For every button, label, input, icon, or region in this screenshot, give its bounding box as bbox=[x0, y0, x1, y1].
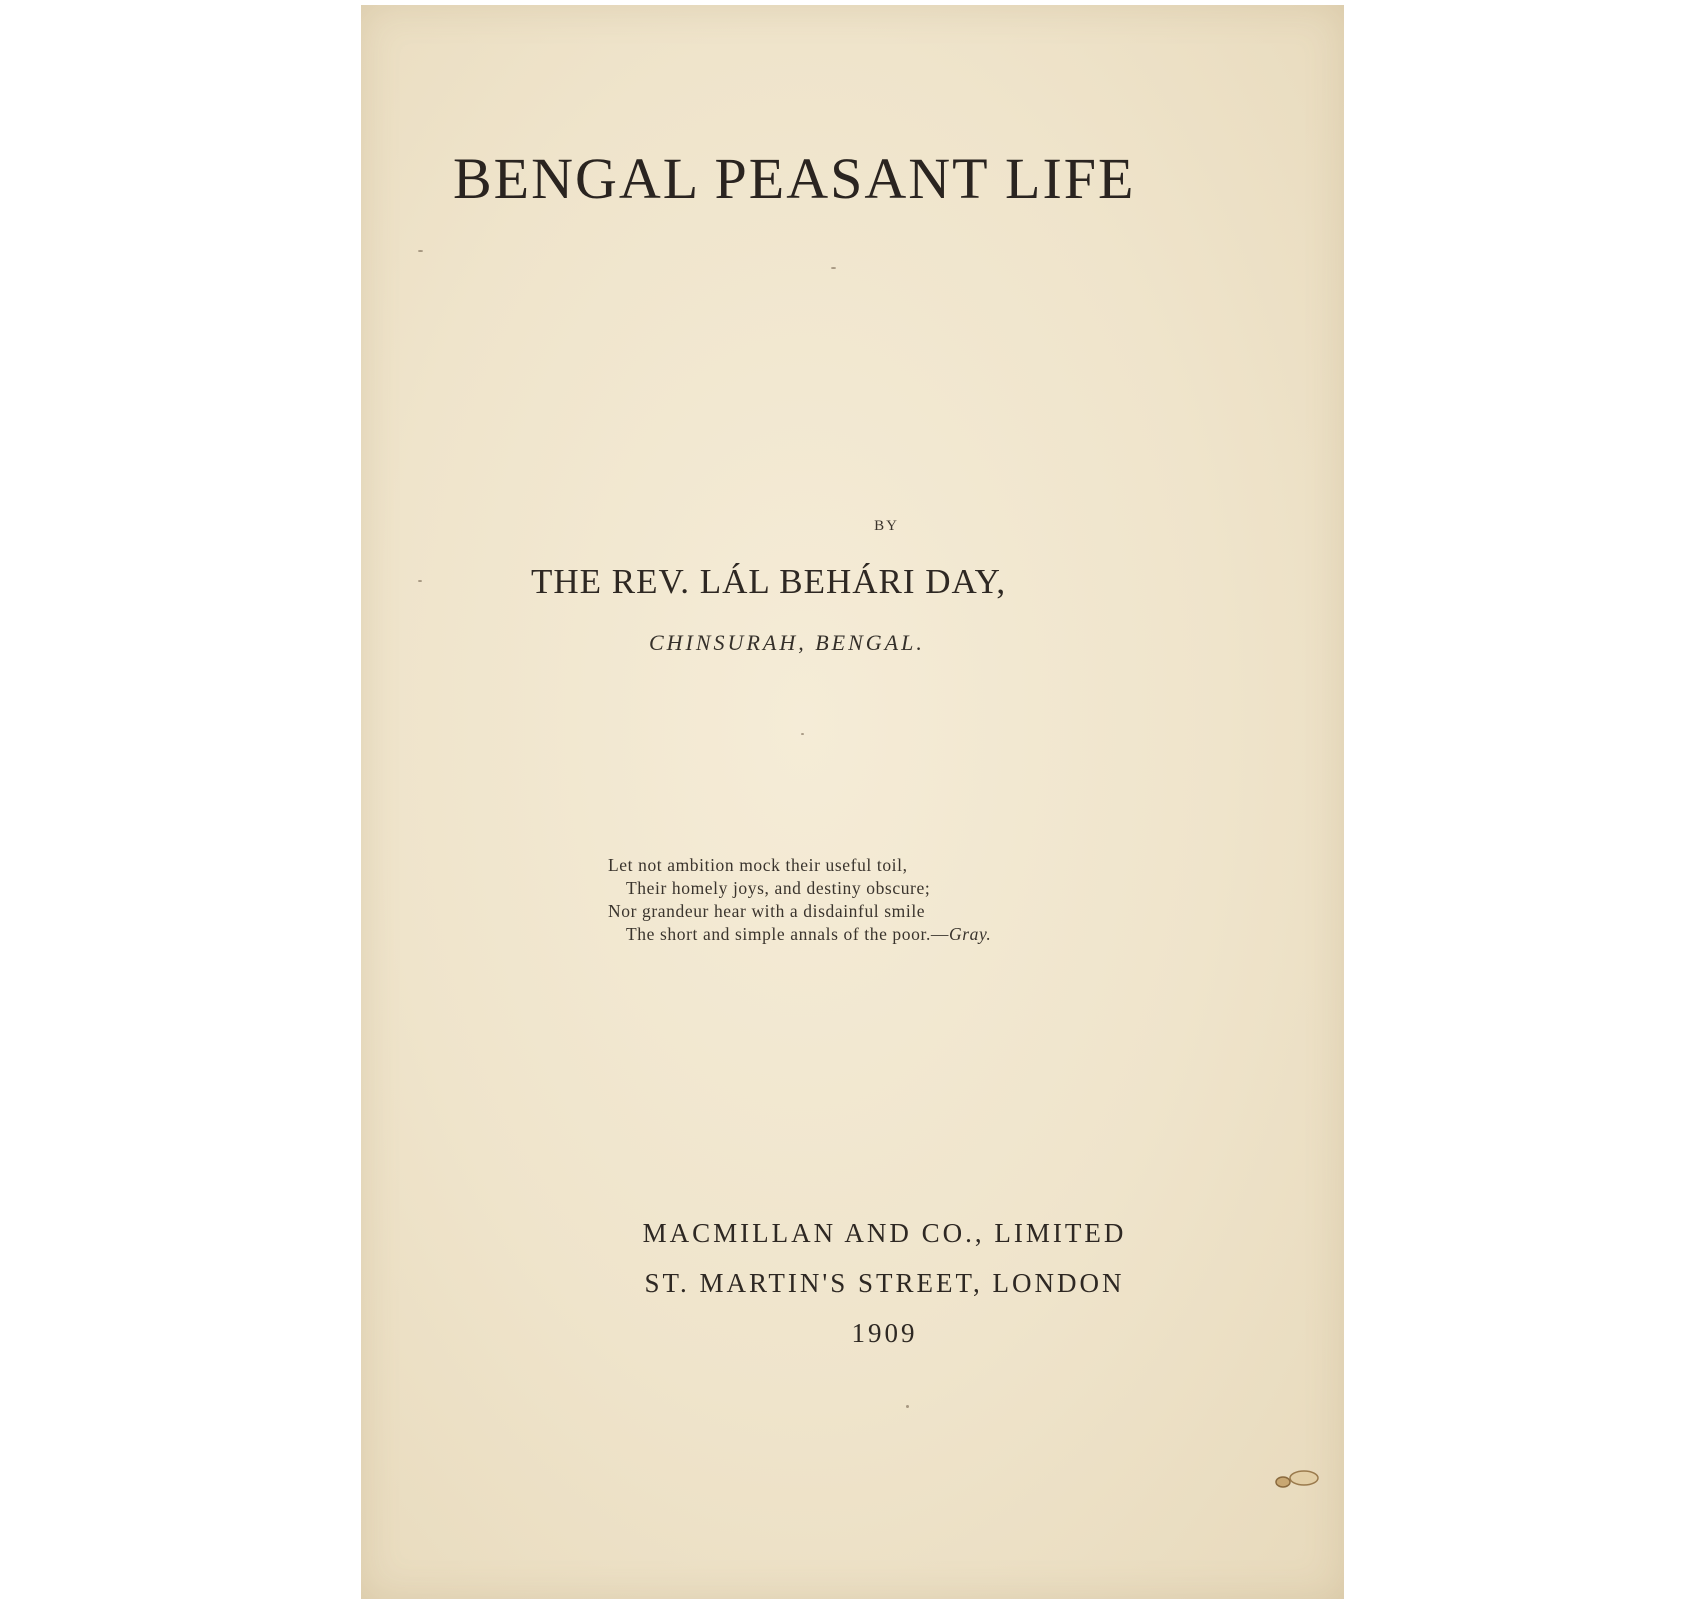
epigraph-line-2: Their homely joys, and destiny obscure; bbox=[626, 878, 931, 898]
paper-speck bbox=[906, 1405, 909, 1408]
publication-year: 1909 bbox=[851, 1318, 918, 1348]
title-page bbox=[361, 5, 1344, 1599]
paper-stain bbox=[1273, 1468, 1325, 1490]
author-name: THE REV. LÁL BEHÁRI DAY, bbox=[531, 562, 1007, 601]
epigraph-line-1: Let not ambition mock their useful toil, bbox=[608, 855, 908, 875]
epigraph-line-3: Nor grandeur hear with a disdainful smile bbox=[608, 901, 926, 921]
imprint bbox=[361, 1208, 1344, 1358]
epigraph-line-4-text: The short and simple annals of the poor. bbox=[626, 924, 931, 944]
epigraph-line-4 bbox=[608, 923, 1128, 946]
publisher-address: ST. MARTIN'S STREET, LONDON bbox=[644, 1268, 1125, 1298]
epigraph bbox=[608, 854, 1128, 946]
epigraph-dash: — bbox=[930, 924, 950, 944]
book-title: BENGAL PEASANT LIFE bbox=[453, 146, 1136, 211]
epigraph-attribution: Gray. bbox=[949, 924, 992, 944]
paper-speck bbox=[418, 250, 423, 252]
paper-speck bbox=[418, 580, 422, 582]
paper-speck bbox=[801, 733, 804, 735]
by-line: BY bbox=[874, 518, 899, 534]
author-location: CHINSURAH, BENGAL. bbox=[649, 630, 925, 655]
publisher-name: MACMILLAN AND CO., LIMITED bbox=[642, 1218, 1127, 1248]
paper-speck bbox=[831, 267, 836, 269]
